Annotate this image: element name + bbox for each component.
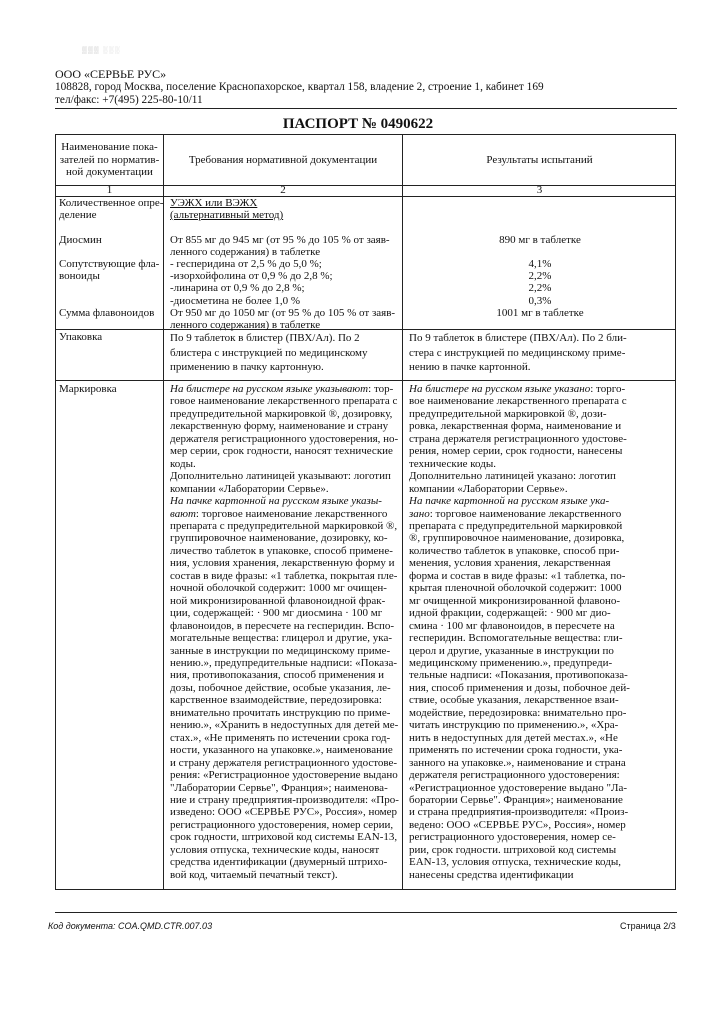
text: По 9 таблеток в блистере (ПВХ/Ал). По 2 бли- <box>409 332 627 344</box>
text-line <box>170 806 399 818</box>
text-line <box>409 707 630 719</box>
table-cell: ленного содержания) в таблетке <box>170 245 321 258</box>
text-line <box>170 694 399 706</box>
text: препарата с предупредительной маркировкой <box>409 519 623 532</box>
text-line <box>409 395 630 407</box>
text-line <box>170 346 368 361</box>
text: и страну держателя регистрационного удостове- <box>170 756 398 769</box>
column-number: 2 <box>280 184 286 196</box>
text: менения, условия хранения, лекарственная <box>409 557 611 570</box>
table-cell: - гесперидина от 2,5 % до 5,0 %; <box>170 257 322 270</box>
text: тельные надписи: «Показания, противопоказа- <box>409 669 628 682</box>
text: стера с инструкцией по медицинскому приме- <box>409 346 626 359</box>
text-line <box>409 769 630 781</box>
text: ночной оболочкой содержит: 1000 мг очищен- <box>170 582 387 595</box>
table-cell: Диосмин <box>59 233 102 246</box>
text: состав в виде фразы: «1 таблетка, покрытая пле- <box>170 569 398 582</box>
text-line <box>409 719 630 731</box>
text: внимательно прочитать инструкцию по приме- <box>170 706 391 719</box>
quantitative-determination-section <box>56 197 677 331</box>
text: и страна предприятия-производителя: «Произ- <box>409 806 629 819</box>
text-line <box>409 470 630 482</box>
text: регистрационного удостоверения, номер серии, <box>170 818 394 831</box>
text-line <box>170 645 399 657</box>
company-address: 108828, город Москва, поселение Краснопахорское, квартал 158, владение 2, строение 1, кабинет 169 <box>55 81 544 93</box>
text-line <box>170 757 399 769</box>
text-line <box>170 707 399 719</box>
text: ведено: ООО «СЕРВЬЕ РУС», Россия», номер <box>409 818 626 831</box>
table-cell <box>403 246 677 258</box>
text: церол и другие, указанные в инструкции по <box>409 644 614 657</box>
text-line <box>409 669 630 681</box>
document-code: Код документа: COA.QMD.CTR.007.03 <box>48 921 213 931</box>
text-line <box>409 744 630 756</box>
text: стах.», «Не применять по истечении срока год- <box>170 731 391 744</box>
text-line <box>170 360 368 375</box>
text: ®, группировочное наименование, дозировка, <box>409 532 625 545</box>
table-cell: УЭЖХ или ВЭЖХ <box>170 197 258 209</box>
text: компании «Лаборатории Сервье». <box>409 482 568 495</box>
italic-text: На блистере на русском языке указывают <box>170 383 369 395</box>
italic-text: На пачке картонной на русском языке указы- <box>170 495 382 508</box>
text-line <box>409 582 630 594</box>
text: "Лаборатории Сервье", Франция»; наименова- <box>170 781 388 794</box>
text: EAN-13, условия отпуска, технические коды, <box>409 856 621 869</box>
italic-text: зано <box>409 507 430 520</box>
text: рения, номер серии, срок годности, нанесены <box>409 445 623 458</box>
text: мер серии, срок годности, наносят технические <box>170 445 393 458</box>
text: идной фракции, содержащей: · 900 мг дио- <box>409 607 611 620</box>
text: ния, способ применения и дозы, побочное дей- <box>409 681 630 694</box>
text-line <box>409 869 630 881</box>
text: боратории Сервье". Франция»; наименование <box>409 793 623 806</box>
text: нению.», «Хранить в недоступных для детей ме- <box>170 719 399 732</box>
text: По 9 таблеток в блистер (ПВХ/Ал). По 2 <box>170 332 360 344</box>
text: : тор- <box>368 383 394 395</box>
text-line <box>170 682 399 694</box>
packaging-result <box>409 331 627 375</box>
text-line <box>170 620 399 632</box>
text-line <box>409 408 630 420</box>
text-line <box>170 607 399 619</box>
text-line <box>170 520 399 532</box>
text-line <box>409 620 630 632</box>
table-line <box>56 209 677 221</box>
packaging-label: Упаковка <box>59 331 103 343</box>
text: держателя регистрационного удостоверения, но- <box>170 432 399 445</box>
text: ности, указанного на упаковке.», наименование <box>170 744 393 757</box>
packaging-requirement <box>170 331 368 375</box>
text-line <box>409 433 630 445</box>
text: личество таблеток в упаковке, способ примене- <box>170 544 393 557</box>
text: держателя регистрационного удостоверения: <box>409 769 620 782</box>
text-line <box>409 607 630 619</box>
text: рения: «Регистрационное удостоверение выдано <box>170 769 398 782</box>
table-cell: 890 мг в таблетке <box>499 233 581 246</box>
text-line <box>170 869 399 881</box>
text-line <box>409 632 630 644</box>
text: медицинскому применению.», предупреди- <box>409 656 613 669</box>
text: средства идентификации (двумерный штрихо- <box>170 856 388 869</box>
text-line <box>409 806 630 818</box>
text: ние и страну предприятия-производителя: «Про- <box>170 793 399 806</box>
italic-text: вают <box>170 507 196 520</box>
table-cell <box>164 221 403 233</box>
text-line <box>170 782 399 794</box>
text-line <box>409 360 627 375</box>
italic-text: На пачке картонной на русском языке ука- <box>409 495 610 508</box>
text: рии, срок годности. штриховой код системы <box>409 843 617 856</box>
table-line <box>56 295 677 307</box>
text-line <box>170 495 399 507</box>
text: читать инструкцию по применению.», «Хра- <box>409 719 619 732</box>
table-cell <box>403 209 677 221</box>
table-cell: -диосметина не более 1,0 % <box>170 294 300 307</box>
text: крытая пленочной оболочкой содержит: 1000 <box>409 582 622 595</box>
text-line <box>409 657 630 669</box>
text: форма и состав в виде фразы: «1 таблетка, по- <box>409 569 626 582</box>
table-line <box>56 307 677 319</box>
text-line <box>170 669 399 681</box>
table-cell: 2,2% <box>528 282 552 295</box>
text-line <box>409 794 630 806</box>
text: карственное взаимодействие, передозировка: <box>170 694 382 707</box>
text-line <box>409 682 630 694</box>
table-cell: 0,3% <box>528 294 552 307</box>
text-line <box>409 420 630 432</box>
table-cell <box>56 295 164 307</box>
row-divider <box>55 380 676 381</box>
column-header-indicator: Наименование пока- зателей по норматив- ной документации <box>59 141 160 179</box>
company-phone: тел/факс: +7(495) 225-80-10/11 <box>55 94 203 106</box>
text-line <box>170 570 399 582</box>
text-line <box>170 844 399 856</box>
text: регистрационного удостоверения, номер се- <box>409 831 616 844</box>
text-line <box>170 732 399 744</box>
text: смина · 100 мг флавоноидов, в пересчете на <box>409 619 615 632</box>
table-cell: воноиды <box>59 270 100 283</box>
text-line <box>170 420 399 432</box>
text-line <box>409 557 630 569</box>
text: условия отпуска, технические коды, наносят <box>170 843 380 856</box>
footer-divider <box>55 912 677 913</box>
text-line <box>409 732 630 744</box>
text: ния, противопоказания, способ применения и <box>170 669 385 682</box>
text: дозы, побочное действие, особые указания, ле- <box>170 681 391 694</box>
table-cell <box>56 221 164 233</box>
text: нанесены средства идентификации <box>409 868 574 881</box>
column-number: 3 <box>536 184 543 196</box>
table-cell: От 855 мг до 945 мг (от 95 % до 105 % от заяв- <box>170 233 390 246</box>
text: вое наименование лекарственного препарата с <box>409 395 627 408</box>
italic-text: На блистере на русском языке указано <box>409 383 591 395</box>
text: : торго- <box>590 383 626 395</box>
text-line <box>170 595 399 607</box>
table-cell <box>56 282 164 294</box>
text-line <box>409 520 630 532</box>
table-line <box>56 319 677 331</box>
table-cell: Количественное опре- <box>59 197 164 209</box>
text-line <box>409 483 630 495</box>
table-line <box>56 282 677 294</box>
text: вой код, читаемый печатный текст). <box>170 868 338 881</box>
table-line <box>56 270 677 282</box>
text: занного на упаковке.», наименование и страна <box>409 756 626 769</box>
text: изведено: ООО «СЕРВЬЕ РУС», Россия», номер <box>170 806 397 819</box>
text: мг очищенной микронизированной флавоно- <box>409 594 621 607</box>
table-cell: Сопутствующие фла- <box>59 257 160 270</box>
text: препарата с предупредительной маркировкой ®, <box>170 519 398 532</box>
text-line <box>170 445 399 457</box>
text-line <box>409 757 630 769</box>
company-logo: ▒▒▒ ░░░ <box>82 46 121 54</box>
table-cell: 2,2% <box>528 270 552 283</box>
text-line <box>409 782 630 794</box>
column-header-requirements: Требования нормативной документации <box>188 153 378 166</box>
table-cell <box>56 246 164 258</box>
table-line <box>56 258 677 270</box>
text-line <box>409 495 630 507</box>
table-cell <box>403 197 677 209</box>
text: предупредительной маркировкой ®, дози- <box>409 407 607 420</box>
text: ции, содержащей: · 900 мг диосмина · 100 мг <box>170 607 383 620</box>
text: ствие, особые указания, лекарственное взаи- <box>409 694 619 707</box>
text-line <box>170 545 399 557</box>
text: срок годности, штриховой код системы EAN-13, <box>170 831 398 844</box>
text: страна держателя регистрационного удостове- <box>409 432 627 445</box>
text-line <box>409 645 630 657</box>
table-cell: -изорхойфолина от 0,9 % до 2,8 %; <box>170 270 333 283</box>
marking-result <box>409 383 630 881</box>
marking-requirement <box>170 383 399 881</box>
text-line <box>170 744 399 756</box>
text-line <box>409 819 630 831</box>
text-line <box>170 395 399 407</box>
page-number: Страница 2/3 <box>620 921 676 931</box>
text: Дополнительно латиницей указано: логотип <box>409 470 616 483</box>
text-line <box>170 657 399 669</box>
text-line <box>170 383 399 395</box>
text: гесперидин. Вспомогательные вещества: гли- <box>409 632 623 645</box>
text: технические коды. <box>409 457 496 470</box>
text-line <box>409 532 630 544</box>
table-cell <box>403 221 677 233</box>
text: Дополнительно латиницей указывают: логотип <box>170 470 391 483</box>
text-line <box>409 831 630 843</box>
table-cell: ленного содержания) в таблетке <box>170 318 321 331</box>
text-line <box>409 856 630 868</box>
text: ния, условия хранения, лекарственную форму и <box>170 557 395 570</box>
text: занные в инструкции по медицинскому приме- <box>170 644 391 657</box>
text: модействие, передозировка: внимательно про- <box>409 706 627 719</box>
text: флавоноидов, в пересчете на гесперидин. Вспо- <box>170 619 395 632</box>
text-line <box>409 595 630 607</box>
text-line <box>409 331 627 346</box>
text: компании «Лаборатории Сервье». <box>170 482 329 495</box>
text-line <box>409 383 630 395</box>
text: : торговое наименование лекарственного <box>429 507 622 520</box>
table-cell: 4,1% <box>528 257 552 270</box>
table-cell <box>56 319 164 331</box>
text-line <box>409 570 630 582</box>
text: предупредительной маркировкой ®, дозировку, <box>170 407 393 420</box>
text-line <box>170 632 399 644</box>
text-line <box>170 719 399 731</box>
text-line <box>409 445 630 457</box>
text-line <box>409 458 630 470</box>
text: группировочное наименование, дозировку, ко- <box>170 532 388 545</box>
text-line <box>170 856 399 868</box>
text-line <box>409 694 630 706</box>
text: применению в пачку картонную. <box>170 361 324 373</box>
document-title: ПАСПОРТ № 0490622 <box>282 116 434 132</box>
text-line <box>409 346 627 361</box>
text-line <box>170 582 399 594</box>
text-line <box>170 433 399 445</box>
table-cell: деление <box>59 209 97 222</box>
text: нению.», предупредительные надписи: «Показа- <box>170 656 398 669</box>
text-line <box>170 532 399 544</box>
table-line <box>56 234 677 246</box>
text-line <box>170 483 399 495</box>
text-line <box>170 557 399 569</box>
table-cell <box>403 319 677 331</box>
text-line <box>170 408 399 420</box>
text: нить в недоступных для детей местах.», «Не <box>409 731 618 744</box>
company-name: ООО «СЕРВЬЕ РУС» <box>55 67 167 81</box>
table-line <box>56 246 677 258</box>
text: количество таблеток в упаковке, способ при- <box>409 544 620 557</box>
text-line <box>170 794 399 806</box>
text: : торговое наименование лекарственного <box>195 507 388 520</box>
text: ровка, лекарственная форма, наименование и <box>409 420 622 433</box>
table-cell: Сумма флавоноидов <box>59 306 155 319</box>
text-line <box>409 545 630 557</box>
text-line <box>170 831 399 843</box>
text: ной микронизированной флавоноидной фрак- <box>170 594 386 607</box>
text: могательные вещества: глицерол и другие, ука- <box>170 632 393 645</box>
text-line <box>170 458 399 470</box>
table-line <box>56 221 677 233</box>
table-cell: 1001 мг в таблетке <box>496 306 584 319</box>
table-line <box>56 197 677 209</box>
table-cell: -линарина от 0,9 % до 2,8 %; <box>170 282 305 295</box>
text: лекарственную форму, наименование и страну <box>170 420 389 433</box>
column-header-results: Результаты испытаний <box>486 153 593 166</box>
text-line <box>170 331 368 346</box>
text-line <box>409 508 630 520</box>
text-line <box>170 470 399 482</box>
table-cell: (альтернативный метод) <box>170 209 284 222</box>
header-divider <box>55 108 677 109</box>
table-cell: От 950 мг до 1050 мг (от 95 % до 105 % от заяв- <box>170 306 396 319</box>
text-line <box>170 769 399 781</box>
text: блистера с инструкцией по медицинскому <box>170 346 368 359</box>
text: нению в пачке картонной. <box>409 361 531 373</box>
text: «Регистрационное удостоверение выдано "Ла- <box>409 781 627 794</box>
marking-label: Маркировка <box>59 383 117 395</box>
text: коды. <box>170 457 196 470</box>
text: применять по истечении срока годности, ука- <box>409 744 623 757</box>
text-line <box>170 819 399 831</box>
text: говое наименование лекарственного препарата с <box>170 395 398 408</box>
column-number: 1 <box>106 184 113 196</box>
text-line <box>409 844 630 856</box>
text-line <box>170 508 399 520</box>
